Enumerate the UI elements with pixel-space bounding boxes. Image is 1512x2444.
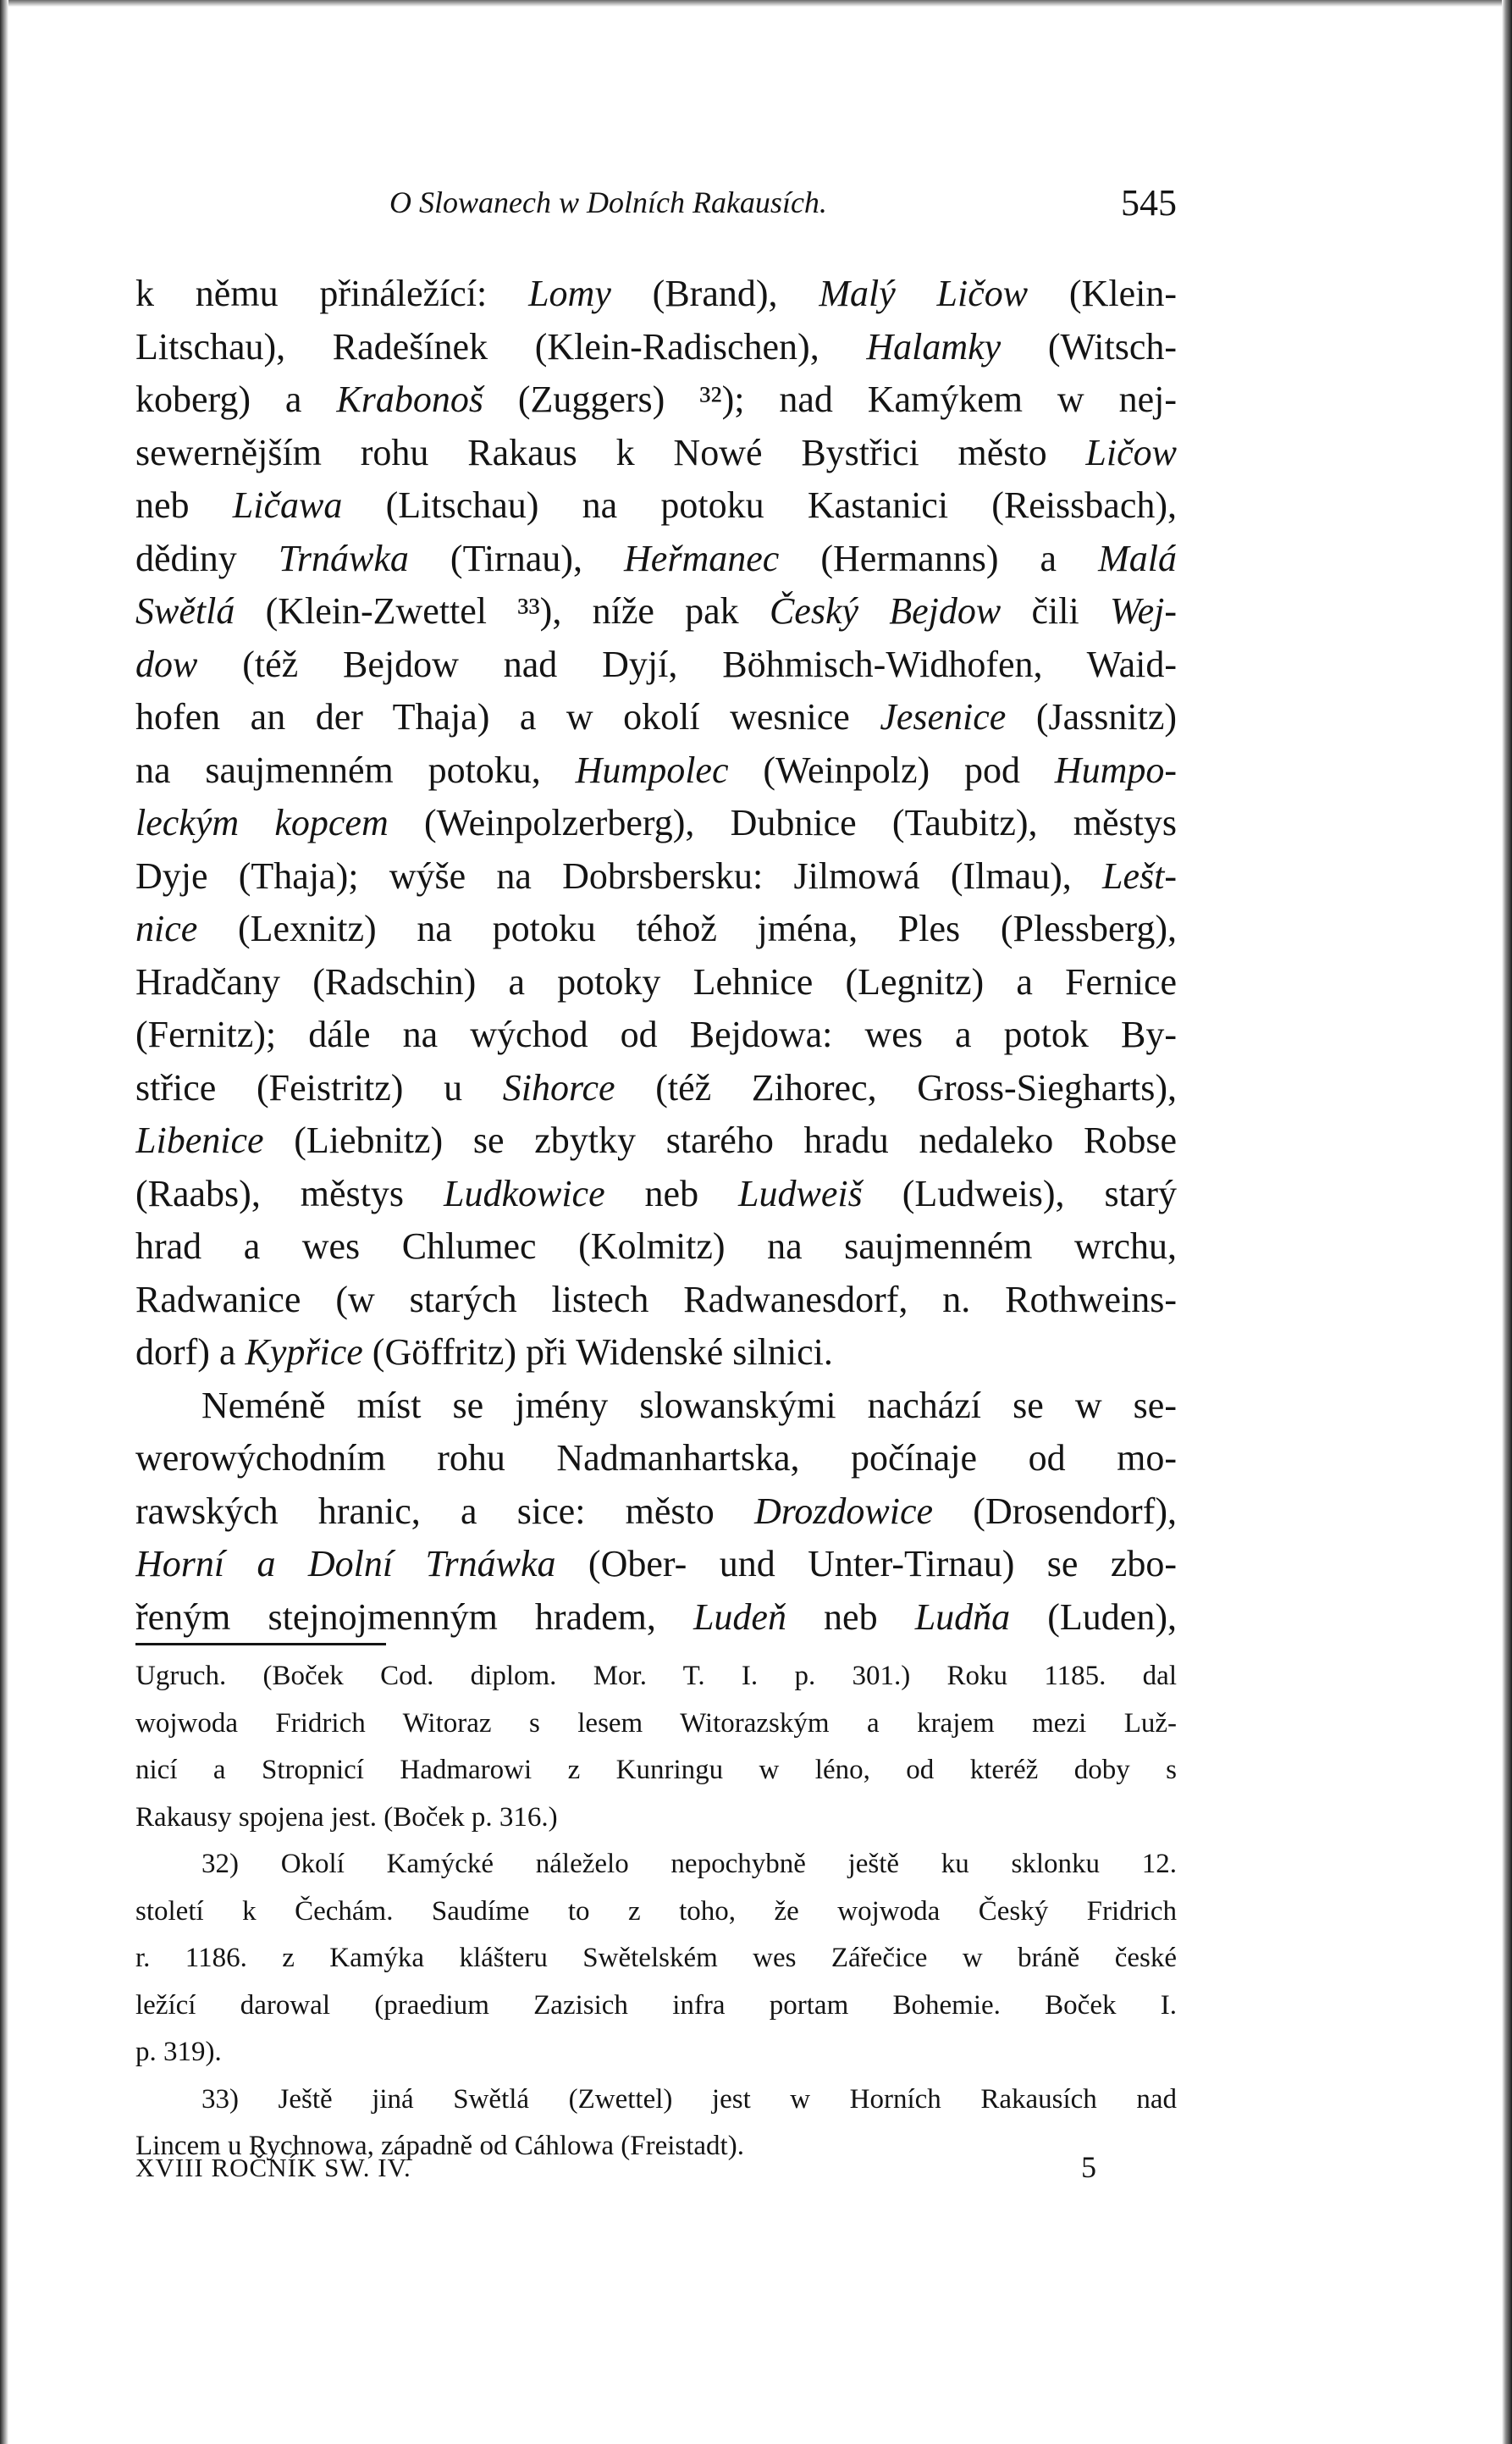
scan-edge-right	[1502, 0, 1512, 2444]
page-number: 545	[1121, 182, 1177, 224]
body-line: werowýchodním rohu Nadmanhartska, počínaje od mo-	[135, 1437, 1177, 1479]
footnote-line: 33) Ještě jiná Swětlá (Zwettel) jest w Horních Rakausích nad	[201, 2083, 1177, 2115]
body-line: hrad a wes Chlumec (Kolmitz) na saujmenném wrchu,	[135, 1225, 1177, 1267]
signature-number: 5	[1081, 2150, 1097, 2184]
signature-text: XVIII ROČNÍK SW. IV.	[135, 2153, 411, 2182]
body-line: sewernějším rohu Rakaus k Nowé Bystřici město Ličow	[135, 431, 1177, 473]
footnote-line: Rakausy spojena jest. (Boček p. 316.)	[135, 1801, 558, 1833]
body-line: rawských hranic, a sice: město Drozdowice (Drosendorf),	[135, 1490, 1177, 1532]
footnote-line: r. 1186. z Kamýka klášteru Swětelském wes Zářečice w bráně české	[135, 1943, 1177, 1973]
body-line: dědiny Trnáwka (Tirnau), Heřmanec (Hermanns) a Malá	[135, 537, 1177, 579]
printer-signature	[135, 2150, 1177, 2195]
body-line: střice (Feistritz) u Sihorce (též Zihorec, Gross-Siegharts),	[135, 1066, 1177, 1109]
header-title: O Slowanech w Dolních Rakausích.	[389, 185, 827, 219]
body-line: koberg) a Krabonoš (Zuggers) ³²); nad Kamýkem w nej-	[135, 379, 1177, 420]
body-line: leckým kopcem (Weinpolzerberg), Dubnice (Taubitz), městys	[135, 802, 1177, 843]
footnote-line: wojwoda Fridrich Witoraz s lesem Witorazským a krajem mezi Luž-	[135, 1707, 1177, 1739]
body-line: Libenice (Liebnitz) se zbytky starého hradu nedaleko Robse	[135, 1120, 1177, 1161]
footnotes	[135, 1653, 1177, 2170]
body-line: Dyje (Thaja); wýše na Dobrsbersku: Jilmowá (Ilmau), Lešt-	[135, 854, 1177, 897]
body-line: dow (též Bejdow nad Dyjí, Böhmisch-Widhofen, Waid-	[135, 643, 1177, 685]
footnote-line: století k Čechám. Saudíme to z toho, že wojwoda Český Fridrich	[135, 1895, 1177, 1927]
body-text	[135, 268, 1177, 1644]
body-line: na saujmenném potoku, Humpolec (Weinpolz) pod Humpo-	[135, 749, 1177, 791]
body-line: řeným stejnojmenným hradem, Ludeň neb Ludňa (Luden),	[135, 1595, 1177, 1638]
scan-edge-top	[0, 0, 1512, 7]
body-line: (Raabs), městys Ludkowice neb Ludweiš (Ludweis), starý	[135, 1172, 1177, 1214]
body-line: Hradčany (Radschin) a potoky Lehnice (Legnitz) a Fernice	[135, 960, 1177, 1003]
body-line: Neméně míst se jmény slowanskými nachází se w se-	[201, 1384, 1177, 1426]
footnote-rule	[135, 1643, 386, 1645]
footnote-line: nicí a Stropnicí Hadmarowi z Kunringu w léno, od kteréž doby s	[135, 1755, 1177, 1785]
footnote-line: Ugruch. (Boček Cod. diplom. Mor. T. I. p. 301.) Roku 1185. dal	[135, 1661, 1177, 1691]
body-line: k němu přináležící: Lomy (Brand), Malý Ličow (Klein-	[135, 273, 1177, 314]
body-line: Horní a Dolní Trnáwka (Ober- und Unter-Tirnau) se zbo-	[135, 1543, 1177, 1584]
body-line: Litschau), Radešínek (Klein-Radischen), Halamky (Witsch-	[135, 325, 1177, 368]
body-line: Radwanice (w starých listech Radwanesdorf, n. Rothweins-	[135, 1278, 1177, 1320]
body-line: Swětlá (Klein-Zwettel ³³), níže pak Český Bejdow čili Wej-	[135, 590, 1177, 632]
footnote-line: ležící darowal (praedium Zazisich infra portam Bohemie. Boček I.	[135, 1989, 1177, 2021]
body-line: dorf) a Kypřice (Göffritz) při Widenské silnici.	[135, 1331, 833, 1373]
body-line: nice (Lexnitz) na potoku téhož jména, Ples (Plessberg),	[135, 908, 1177, 949]
scan-edge-left	[0, 0, 8, 2444]
body-line: neb Ličawa (Litschau) na potoku Kastanici (Reissbach),	[135, 484, 1177, 526]
body-line: hofen an der Thaja) a w okolí wesnice Jesenice (Jassnitz)	[135, 696, 1177, 738]
body-line: (Fernitz); dále na wýchod od Bejdowa: wes a potok By-	[135, 1014, 1177, 1055]
footnote-line: p. 319).	[135, 2037, 222, 2067]
footnote-line: 32) Okolí Kamýcké náleželo nepochybně ještě ku sklonku 12.	[201, 1849, 1177, 1879]
footnote-line: Lincem u Rychnowa, západně od Cáhlowa (Freistadt).	[135, 2131, 744, 2161]
running-header	[135, 182, 1177, 227]
